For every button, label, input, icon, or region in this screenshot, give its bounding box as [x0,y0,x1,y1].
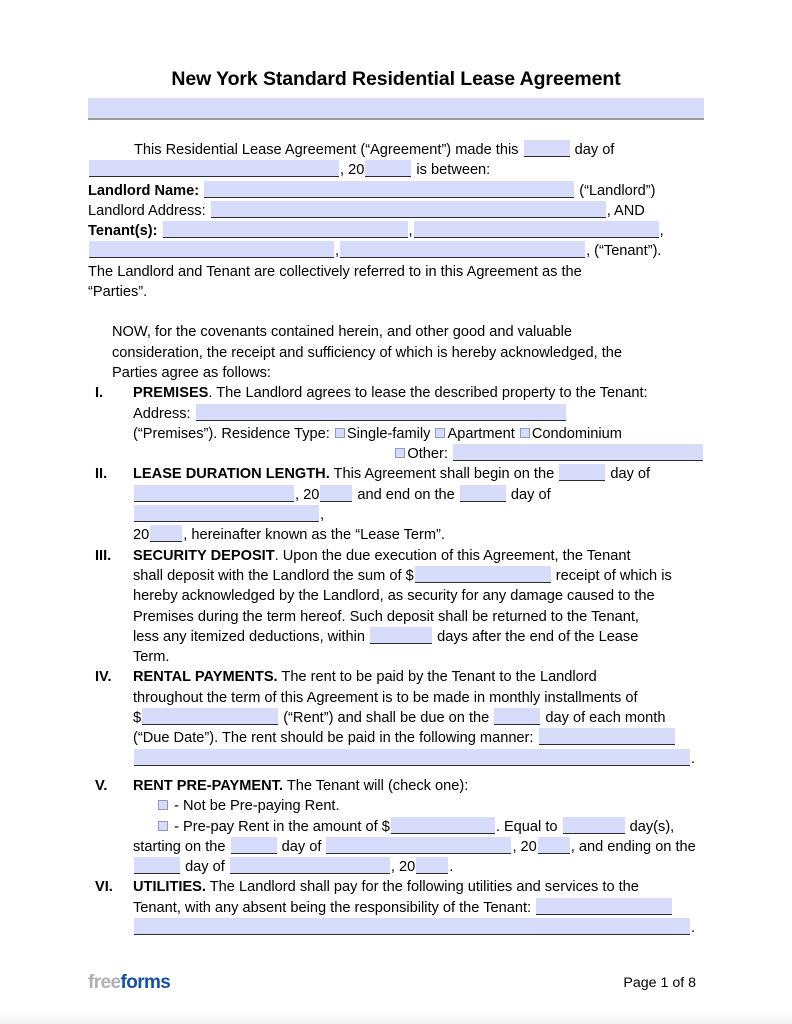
clause-lease-duration [88,464,704,545]
freeforms-logo[interactable] [88,972,170,994]
security-deposit-t6: less any itemized deductions, within [133,628,365,645]
security-deposit-line-2 [133,566,704,586]
premises-address-row [133,404,704,424]
lease-end-month-blank[interactable] [134,505,319,522]
security-deposit-line-3: hereby acknowledged by the Landlord, as security for any damage caused to the [133,588,655,605]
year-blank[interactable] [365,160,411,177]
security-deposit-t1: . Upon the due execution of this Agreement, the Tenant [274,547,631,564]
checkbox-single-family[interactable] [335,428,345,438]
rent-amount-input[interactable] [142,708,278,725]
premises-address-input[interactable] [196,404,566,421]
tenants-row-2 [88,241,704,261]
page-bottom-shadow [0,1010,792,1024]
rental-payments-line-4 [133,728,704,748]
logo-text-forms: forms [120,972,171,993]
clause-numeral-3: III. [95,547,112,564]
clause-utilities [88,877,704,938]
clause-numeral-6: VI. [95,879,113,896]
utilities-t1: The Landlord shall pay for the following utilities and services to the [209,879,639,896]
rent-prepayment-t1: The Tenant will (check one): [286,777,469,794]
rent-prepayment-opt2-d: starting on the [133,838,226,855]
logo-text-free: free [88,972,121,993]
rental-payments-t1: The rent to be paid by the Tenant to the Landlord [281,669,597,686]
lease-begin-month-blank[interactable] [134,485,294,502]
landlord-address-row [88,201,704,221]
rent-prepayment-opt2-a: - Pre-pay Rent in the amount of $ [174,818,390,835]
rent-prepayment-opt2-h: day of [185,859,225,876]
document-body [88,140,704,938]
lease-begin-year-blank[interactable] [320,485,352,502]
rental-payments-t7: . [691,750,696,767]
lease-duration-t8: , hereinafter known as the “Lease Term”. [183,527,445,544]
page-number: Page 1 of 8 [623,975,696,991]
checkbox-not-prepaying[interactable] [158,800,168,810]
tenant-comma-1: , [408,223,413,240]
utilities-heading: UTILITIES. [133,879,206,896]
option-apartment: Apartment [447,425,515,442]
rental-payments-heading: RENTAL PAYMENTS. [133,669,278,686]
utilities-input-2[interactable] [134,918,690,935]
tenant-input-3[interactable] [89,241,334,258]
utilities-line-3 [133,918,704,938]
option-single-family: Single-family [346,425,431,442]
premises-other-input[interactable] [453,444,703,461]
tenants-label: Tenant(s): [88,223,158,240]
intro-line1-text-a: This Residential Lease Agreement (“Agreement”) made this [134,142,519,158]
intro-line2-text-a: , 20 [340,162,365,179]
checkbox-apartment[interactable] [435,428,445,438]
month-blank[interactable] [89,160,339,177]
rent-prepayment-heading: RENT PRE-PAYMENT. [133,777,284,794]
page-footer [88,972,704,998]
security-deposit-t7: days after the end of the Lease [437,628,639,645]
security-deposit-days-input[interactable] [370,627,432,644]
intro-line-2 [88,160,704,180]
security-deposit-line-1 [133,546,704,566]
premises-other-row [133,444,704,464]
landlord-address-label: Landlord Address: [88,202,206,219]
security-deposit-t2: shall deposit with the Landlord the sum of $ [133,567,414,584]
tenant-comma-2: , [659,223,664,240]
day-blank[interactable] [524,140,570,157]
collective-line-2: “Parties”. [88,284,148,301]
tenant-input-4[interactable] [340,241,585,258]
clause-premises [88,383,704,464]
clause-security-deposit [88,546,704,668]
utilities-input-1[interactable] [536,898,672,915]
now-line-2: consideration, the receipt and sufficiency of which is hereby acknowledged, the [112,344,623,361]
now-line-3: Parties agree as follows: [112,364,271,381]
rental-payments-line-5 [133,749,704,769]
lease-duration-t4: and end on the [357,486,455,503]
rent-prepayment-option-1 [133,796,704,816]
clause-numeral-1: I. [95,385,104,402]
landlord-address-input[interactable] [211,201,606,218]
security-deposit-t3: receipt of which is [555,567,672,584]
landlord-name-label: Landlord Name: [88,182,200,199]
collective-line-1: The Landlord and Tenant are collectively referred to in this Agreement as the [88,263,582,280]
rent-prepayment-line-1 [133,776,704,796]
lease-end-day-blank[interactable] [460,485,506,502]
prepay-amount-input[interactable] [391,817,495,834]
premises-address-label: Address: [133,405,191,422]
utilities-t2: Tenant, with any absent being the responsibility of the Tenant: [133,899,532,916]
security-deposit-heading: SECURITY DEPOSIT [133,547,275,564]
lease-end-year-blank[interactable] [150,525,182,542]
security-deposit-line-4: Premises during the term hereof. Such deposit shall be returned to the Tenant, [133,608,639,625]
clause-numeral-2: II. [95,466,108,483]
premises-residence-type-row [133,424,704,444]
security-deposit-line-5 [133,627,704,647]
prepay-days-input[interactable] [563,817,625,834]
premises-text: (“Premises”). Residence Type: [133,425,330,442]
tenants-row-1 [88,221,704,241]
prepay-end-day-input[interactable] [134,857,180,874]
rental-payments-line-1 [133,667,704,687]
rent-prepayment-opt2-j: . [449,859,454,876]
rent-prepayment-line-4 [133,857,704,877]
rental-payments-line-3 [133,708,704,728]
checkbox-prepay[interactable] [158,821,168,831]
rent-prepayment-opt2-i: , 20 [390,859,416,876]
landlord-name-suffix: (“Landlord”) [579,182,656,199]
checkbox-condominium[interactable] [520,428,530,438]
lease-duration-t7: 20 [133,527,150,544]
rental-payments-t4: (“Rent”) and shall be due on the [283,710,490,727]
lease-duration-t3: , 20 [295,486,320,503]
premises-heading-after: . The Landlord agrees to lease the described property to the Tenant: [208,385,648,402]
prepay-start-month-input[interactable] [326,837,511,854]
lease-duration-line-3 [133,525,704,545]
rent-manner-input-2[interactable] [134,749,690,766]
premises-line-1 [133,383,704,403]
security-deposit-amount-input[interactable] [415,566,551,583]
prepay-start-year-input[interactable] [538,837,570,854]
utilities-line-2 [133,898,704,918]
page-title: New York Standard Residential Lease Agreement [171,68,621,90]
rental-payments-t3: $ [133,710,142,727]
intro-line1-text-b: day of [574,142,615,158]
clause-rent-prepayment [88,776,704,877]
rental-payments-t5: day of each month [545,710,666,727]
landlord-name-input[interactable] [204,181,574,198]
rent-prepayment-opt2-b: . Equal to [495,818,558,835]
checkbox-other[interactable] [395,448,405,458]
intro-line2-text-b: is between: [416,162,491,179]
rent-prepayment-opt2-f: , 20 [512,838,537,855]
rent-manner-input-1[interactable] [539,728,675,745]
intro-line-1 [88,140,704,160]
lease-duration-t2: day of [610,466,651,483]
lease-duration-line-1 [133,464,704,484]
landlord-name-row [88,181,704,201]
clause-numeral-5: V. [95,777,108,794]
lease-duration-heading: LEASE DURATION LENGTH. [133,466,330,483]
rent-prepayment-opt2-c: day(s), [629,818,675,835]
tenant-comma-3: , [335,243,340,260]
tenant-suffix: , (“Tenant”). [586,243,662,260]
lease-duration-t1: This Agreement shall begin on the [333,466,555,483]
now-line-1: NOW, for the covenants contained herein, and other good and valuable [112,324,573,341]
rent-prepayment-line-3 [133,837,704,857]
rent-prepayment-opt2-e: day of [281,838,322,855]
option-other-label: Other: [407,446,448,463]
option-condominium: Condominium [531,425,622,442]
rental-payments-t6: (“Due Date”). The rent should be paid in the following manner: [133,730,534,747]
prepay-start-day-input[interactable] [231,837,277,854]
tenant-input-2[interactable] [414,221,659,238]
header-band-field[interactable] [88,98,704,120]
prepay-end-month-input[interactable] [230,857,390,874]
tenant-input-1[interactable] [163,221,408,238]
lease-duration-t5: day of [510,486,551,503]
clause-rental-payments [88,667,704,768]
utilities-line-1 [133,877,704,897]
clause-numeral-4: IV. [95,669,112,686]
landlord-address-suffix: , AND [606,202,645,219]
rent-prepayment-opt1-label: - Not be Pre-paying Rent. [174,798,340,815]
security-deposit-line-6: Term. [133,649,170,666]
prepay-end-year-input[interactable] [416,857,448,874]
rent-prepayment-opt2-g: , and ending on the [570,838,696,855]
lease-begin-day-blank[interactable] [559,464,605,481]
lease-duration-t6: , [320,507,325,524]
rent-prepayment-option-2 [133,817,704,837]
premises-heading: PREMISES [133,385,209,402]
utilities-t3: . [691,919,696,936]
rent-due-day-input[interactable] [494,708,540,725]
lease-duration-line-2 [133,485,704,526]
rental-payments-line-2: throughout the term of this Agreement is to be made in monthly installments of [133,689,638,706]
